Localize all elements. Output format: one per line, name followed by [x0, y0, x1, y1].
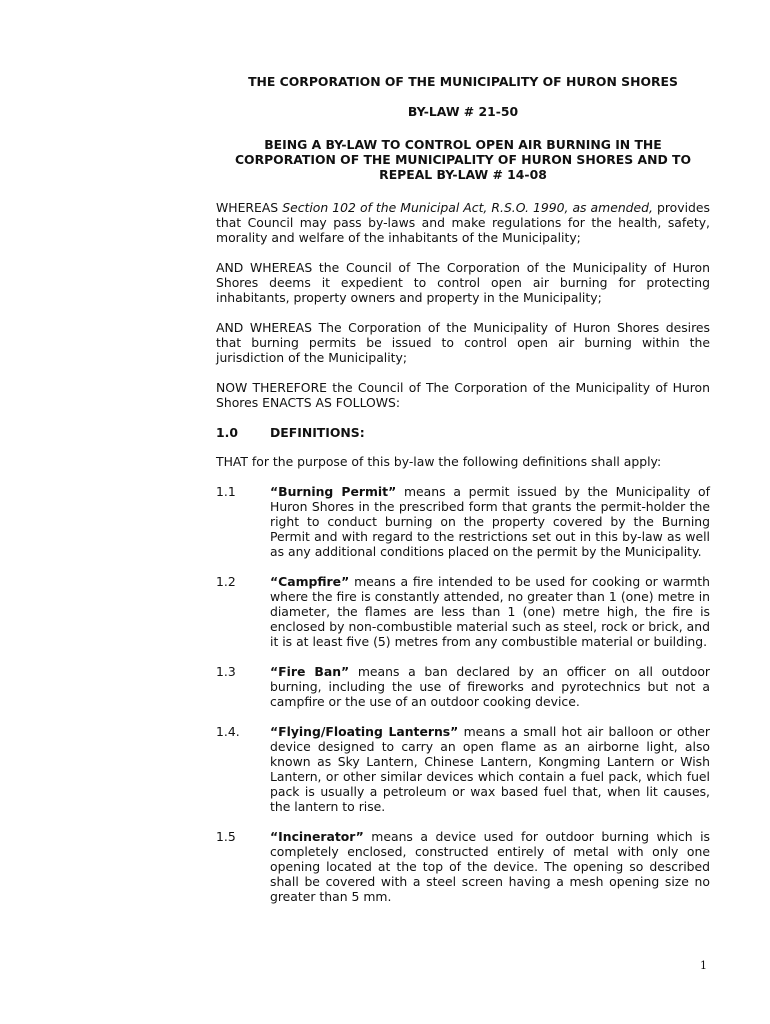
definition-text: means a ban declared by an officer on all outdoor burning, including the use of fireworks and pyrotechnics but not a campfire or the use of an outdoor cooking device.: [270, 664, 711, 709]
definition-text: means a fire intended to be used for cooking or warmth where the fire is constantly attended, no greater than 1 (one) metre in diameter, the flames are less than 1 (one) metre high, the fire is enclosed by non-combustible material such as steel, rock or brick, and it is at least five (5) metres from any combustible material or building.: [270, 574, 710, 649]
section-title: DEFINITIONS:: [270, 425, 365, 440]
whereas-paragraph-3: AND WHEREAS The Corporation of the Municipality of Huron Shores desires that burning permits be issued to control open air burning within the jurisdiction of the Municipality;: [216, 320, 710, 365]
section-heading: [216, 425, 710, 440]
definition-text: means a device used for outdoor burning which is completely enclosed, constructed entirely of metal with only one opening located at the top of the device. The opening so described shall be covered with a steel screen having a mesh opening size no greater than 5 mm.: [270, 829, 710, 904]
definition-number: 1.4.: [216, 724, 240, 739]
definition-body: [270, 829, 710, 904]
enacts-paragraph: NOW THEREFORE the Council of The Corporation of the Municipality of Huron Shores ENACTS AS FOLLOWS:: [216, 380, 710, 410]
definition-body: [270, 574, 710, 649]
municipality-title: THE CORPORATION OF THE MUNICIPALITY OF HURON SHORES: [248, 74, 678, 89]
definition-number: 1.5: [216, 829, 236, 844]
definition-body: [270, 724, 710, 814]
definition-item: [216, 664, 710, 709]
definition-number: 1.2: [216, 574, 236, 589]
definition-body: [270, 664, 710, 709]
definition-term: “Burning Permit”: [270, 484, 397, 499]
definition-term: “Fire Ban”: [270, 664, 350, 679]
document-content: [216, 74, 710, 919]
bylaw-number: BY-LAW # 21-50: [407, 104, 519, 119]
definitions-intro: THAT for the purpose of this by-law the following definitions shall apply:: [216, 454, 662, 469]
definition-item: [216, 724, 710, 814]
section-number: 1.0: [216, 425, 238, 440]
definition-text: means a permit issued by the Municipality of Huron Shores in the prescribed form that grants the permit-holder the right to conduct burning on the property covered by the Burning Permit and with regard to the restrictions set out in this by-law as well as any additional conditions placed on the permit by the Municipality.: [270, 484, 710, 559]
definition-item: [216, 574, 710, 649]
subtitle-line: BEING A BY-LAW TO CONTROL OPEN AIR BURNING IN THE: [264, 137, 662, 152]
definition-term: “Campfire”: [270, 574, 350, 589]
definition-text: means a small hot air balloon or other device designed to carry an open flame as an airborne light, also known as Sky Lantern, Chinese Lantern, Kongming Lantern or Wish Lantern, or other similar devices which contain a fuel pack, which fuel pack is usually a petroleum or wax based fuel that, when lit causes, the lantern to rise.: [270, 724, 710, 814]
whereas-paragraph-2: AND WHEREAS the Council of The Corporation of the Municipality of Huron Shores deems it expedient to control open air burning for protecting inhabitants, property owners and property in the Municipality;: [216, 260, 710, 305]
act-reference: Section 102 of the Municipal Act, R.S.O. 1990, as amended,: [282, 200, 653, 215]
whereas-rest: provides that Council may pass by-laws and make regulations for the health, safety, morality and welfare of the inhabitants of the Municipality;: [216, 200, 710, 245]
whereas-paragraph-1: [216, 200, 710, 245]
definition-body: [270, 484, 710, 559]
definition-item: [216, 829, 710, 904]
definition-term: “Incinerator”: [270, 829, 364, 844]
definition-number: 1.1: [216, 484, 236, 499]
definition-number: 1.3: [216, 664, 236, 679]
definition-term: “Flying/Floating Lanterns”: [270, 724, 459, 739]
page-number: 1: [700, 959, 707, 972]
subtitle-line: REPEAL BY-LAW # 14-08: [379, 167, 547, 182]
bylaw-subtitle: [216, 137, 710, 182]
subtitle-line: CORPORATION OF THE MUNICIPALITY OF HURON SHORES AND TO: [234, 152, 692, 167]
definition-item: [216, 484, 710, 559]
whereas-lead: WHEREAS: [216, 200, 283, 215]
